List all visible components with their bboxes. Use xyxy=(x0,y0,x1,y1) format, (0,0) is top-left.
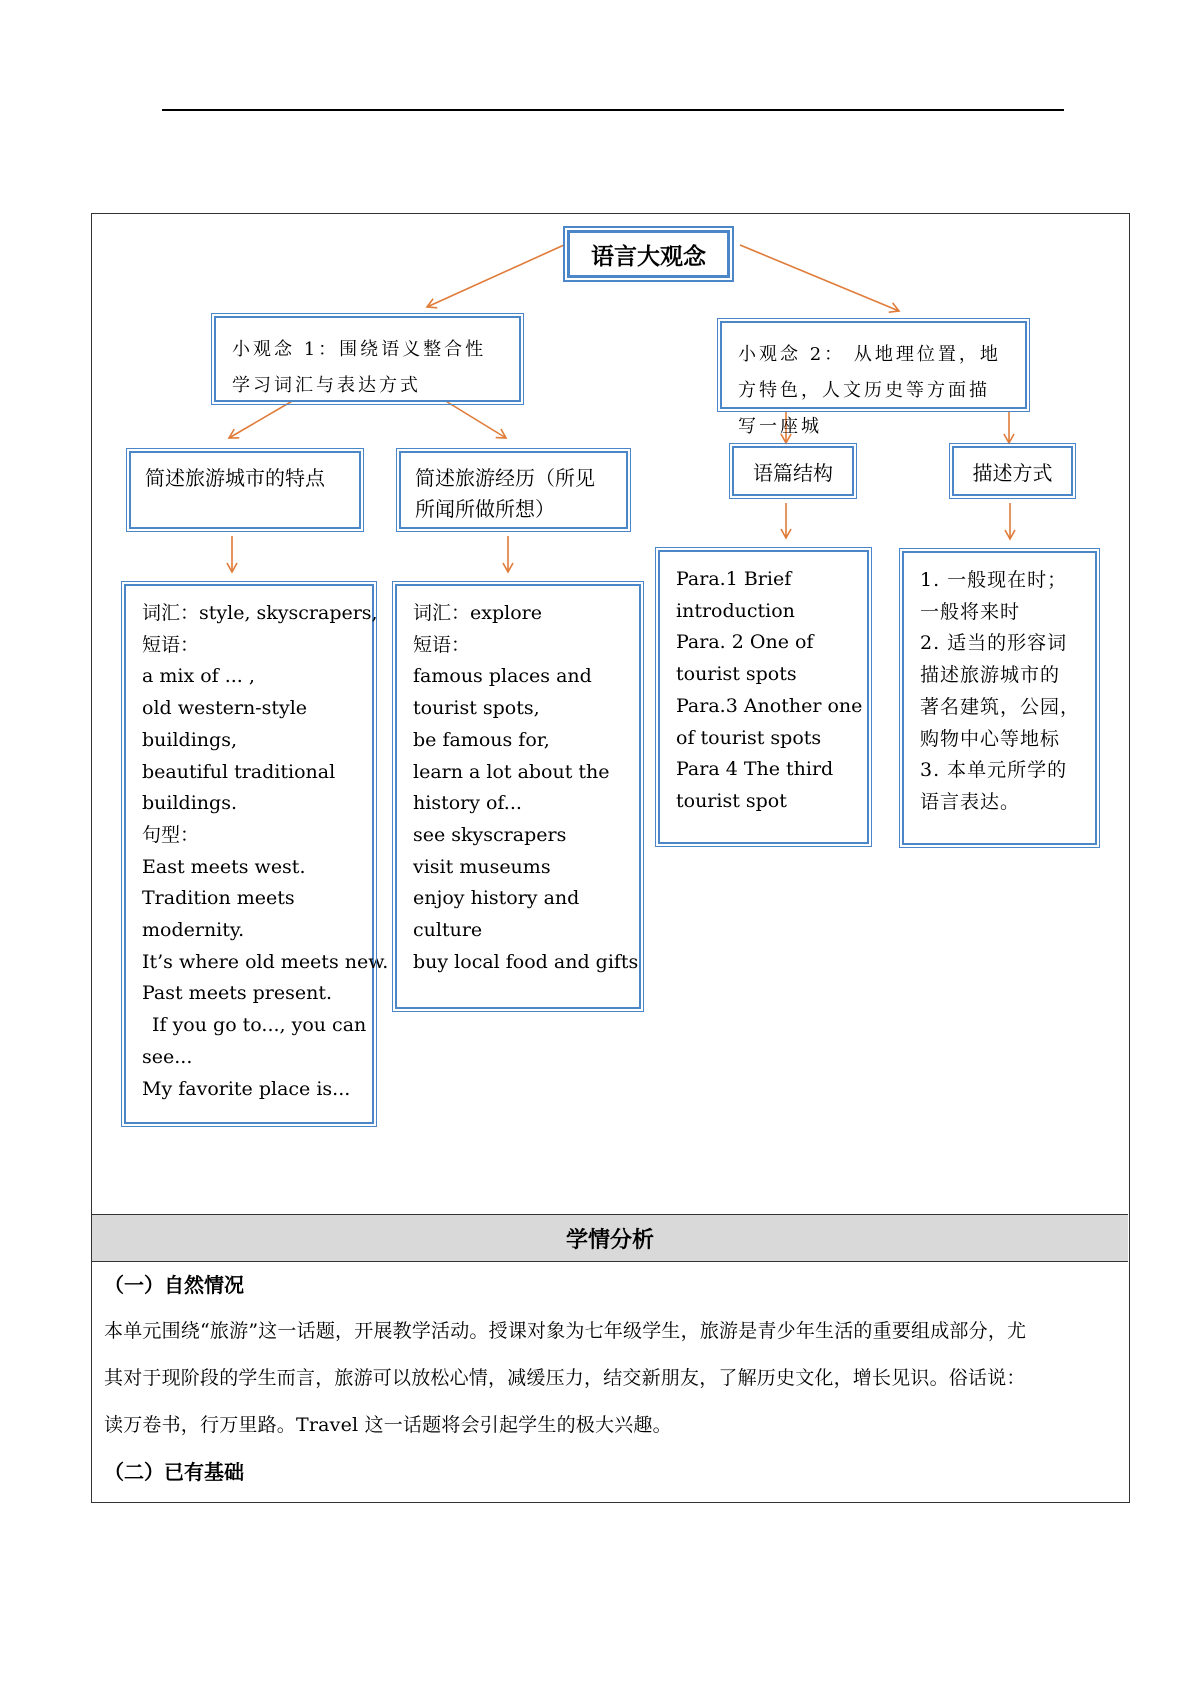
text-line: 短语： xyxy=(142,633,200,656)
text-line: It’s where old meets new. xyxy=(142,950,389,973)
concept-2-box: 小观念 2： 从地理位置，地方特色，人文历史等方面描写一座城 xyxy=(720,321,1027,409)
text-line: learn a lot about the xyxy=(413,760,610,783)
text-line: 2. 适当的形容词 xyxy=(920,632,1068,655)
description-method-box: 描述方式 xyxy=(952,446,1073,496)
text-line: of tourist spots xyxy=(676,726,822,749)
text-line: visit museums xyxy=(413,855,551,878)
natural-situation-paragraph xyxy=(104,1308,1118,1449)
vocab-phrases-box-1 xyxy=(124,584,389,1124)
big-idea-title: 语言大观念 xyxy=(567,230,730,278)
natural-situation-heading: （一）自然情况 xyxy=(104,1273,244,1297)
text-line: Para.1 Brief xyxy=(676,568,792,590)
topic-city-features-box: 简述旅游城市的特点 xyxy=(129,451,361,529)
text-line: 购物中心等地标 xyxy=(920,727,1061,750)
vocab-phrases-box-2 xyxy=(395,584,641,1009)
text-line: culture xyxy=(413,919,483,942)
text-line: If you go to..., you can xyxy=(152,1014,367,1037)
arrow-title-to-concept2 xyxy=(740,245,899,311)
text-line: famous places and xyxy=(413,665,592,688)
text-line: Para 4 The third xyxy=(676,758,834,781)
text-line: Tradition meets xyxy=(142,887,295,910)
text-line: old western-style xyxy=(142,697,308,720)
text-line: tourist spot xyxy=(676,789,787,812)
text-line: buy local food and gifts xyxy=(413,950,639,973)
text-line: Para. 2 One of xyxy=(676,631,814,654)
text-line: 词汇：style, skyscrapers, xyxy=(142,602,378,624)
text-line: 1. 一般现在时； xyxy=(920,569,1068,591)
lesson-table xyxy=(91,213,1130,1503)
concept-1-box: 小观念 1：围绕语义整合性学习词汇与表达方式 xyxy=(214,316,521,402)
paragraph-line: 其对于现阶段的学生而言，旅游可以放松心情，减缓压力，结交新朋友，了解历史文化，增长见识。俗话说： xyxy=(104,1367,1026,1389)
arrow-title-to-concept1 xyxy=(427,245,564,307)
paragraph-line: 本单元围绕“旅游”这一话题，开展教学活动。授课对象为七年级学生，旅游是青少年生活的重要组成部分，尤 xyxy=(104,1320,1027,1342)
learner-analysis-body xyxy=(104,1262,1118,1495)
text-line: a mix of ... , xyxy=(142,665,255,688)
text-line: Para.3 Another one xyxy=(676,694,863,717)
existing-foundation-heading: （二）已有基础 xyxy=(104,1460,244,1484)
text-line: see skyscrapers xyxy=(413,823,567,846)
header-rule xyxy=(162,109,1064,111)
text-line: buildings, xyxy=(142,728,237,751)
text-line: 短语： xyxy=(413,633,471,656)
text-line: My favorite place is... xyxy=(142,1077,351,1100)
text-line: 句型： xyxy=(142,823,200,846)
description-method-details-box xyxy=(902,551,1097,845)
text-line: 词汇：explore xyxy=(413,602,542,624)
concept-map xyxy=(92,214,1129,1214)
topic-travel-experience-box: 简述旅游经历（所见所闻所做所想） xyxy=(399,451,628,529)
text-line: Past meets present. xyxy=(142,982,333,1005)
learner-analysis-header: 学情分析 xyxy=(92,1214,1128,1262)
text-line: tourist spots, xyxy=(413,697,540,720)
text-line: East meets west. xyxy=(142,855,306,878)
text-line: buildings. xyxy=(142,792,237,815)
text-line: introduction xyxy=(676,599,795,622)
text-line: beautiful traditional xyxy=(142,760,336,783)
text-line: tourist spots xyxy=(676,663,797,686)
paragraph-line: 读万卷书，行万里路。Travel 这一话题将会引起学生的极大兴趣。 xyxy=(104,1414,672,1436)
text-line: enjoy history and xyxy=(413,887,580,910)
text-line: 3. 本单元所学的 xyxy=(920,759,1068,782)
paragraph-structure-box xyxy=(658,550,869,844)
text-line: 著名建筑，公园， xyxy=(920,695,1081,718)
text-line: be famous for, xyxy=(413,728,550,751)
text-line: see... xyxy=(142,1045,193,1068)
arrow-concept1-to-topic1 xyxy=(229,400,294,438)
text-line: 一般将来时 xyxy=(920,600,1021,623)
discourse-structure-box: 语篇结构 xyxy=(732,446,854,496)
arrow-concept1-to-topic2 xyxy=(444,400,506,438)
text-line: modernity. xyxy=(142,919,245,942)
text-line: 描述旅游城市的 xyxy=(920,664,1061,687)
text-line: history of... xyxy=(413,792,522,815)
text-line: 语言表达。 xyxy=(920,790,1021,813)
